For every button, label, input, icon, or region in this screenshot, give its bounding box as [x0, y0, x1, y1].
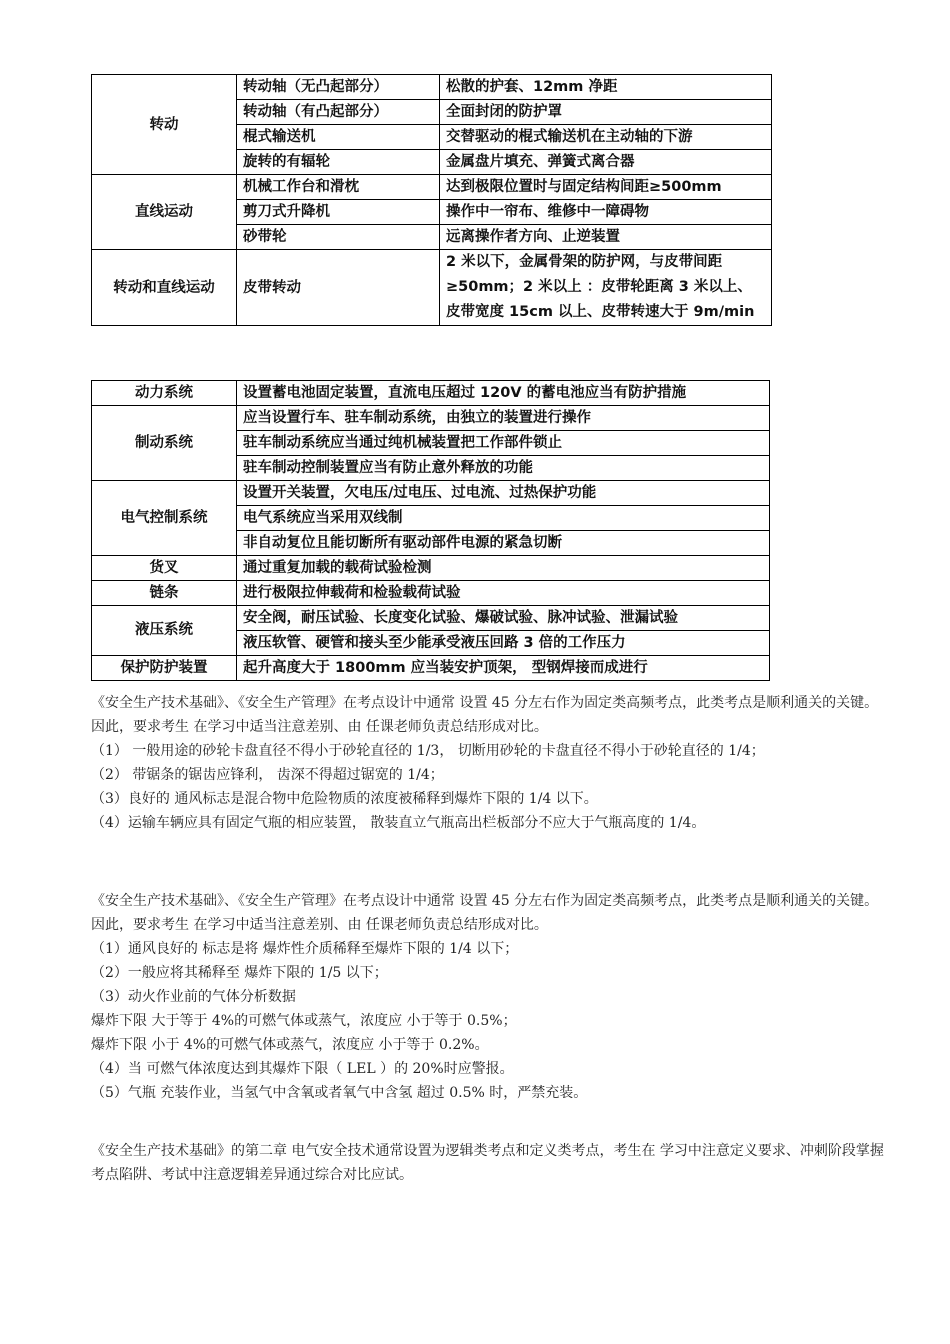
measure-cell: 2 米以下，金属骨架的防护网，与皮带间距≥50mm；2 米以上 ：皮带轮距离 3 米以上、皮带宽度 15cm 以上、皮带转速大于 9m/min — [440, 250, 772, 326]
table-row — [92, 581, 770, 606]
paragraph-line: （4）当 可燃气体浓度达到其爆炸下限（ LEL ）的 20%时应警报。 — [91, 1061, 514, 1077]
requirement-cell: 进行极限拉伸载荷和检验载荷试验 — [237, 581, 770, 606]
paragraph-line: （5）气瓶 充装作业，当氢气中含氧或者氧气中含氢 超过 0.5% 时，严禁充装。 — [91, 1085, 588, 1101]
measure-cell: 操作中一帘布、维修中一障碍物 — [440, 200, 772, 225]
paragraph-line: （2） 带锯条的锯齿应锋利， 齿深不得超过锯宽的 1/4； — [91, 767, 444, 783]
category-cell: 直线运动 — [92, 175, 237, 250]
item-cell: 棍式输送机 — [237, 125, 440, 150]
paragraph-block-2 — [91, 889, 886, 1105]
item-cell: 转动轴（无凸起部分） — [237, 75, 440, 100]
requirement-cell: 液压软管、硬管和接头至少能承受液压回路 3 倍的工作压力 — [237, 631, 770, 656]
category-cell: 货叉 — [92, 556, 237, 581]
category-cell: 链条 — [92, 581, 237, 606]
forklift-safety-table — [91, 380, 770, 681]
table-row — [92, 656, 770, 681]
paragraph-line: （1） 一般用途的砂轮卡盘直径不得小于砂轮直径的 1/3， 切断用砂轮的卡盘直径不得小于砂轮直径的 1/4； — [91, 743, 765, 759]
category-cell: 电气控制系统 — [92, 481, 237, 556]
category-cell: 转动和直线运动 — [92, 250, 237, 326]
item-cell: 转动轴（有凸起部分） — [237, 100, 440, 125]
item-cell: 机械工作台和滑枕 — [237, 175, 440, 200]
requirement-cell: 驻车制动系统应当通过纯机械装置把工作部件锁止 — [237, 431, 770, 456]
requirement-cell: 通过重复加载的载荷试验检测 — [237, 556, 770, 581]
requirement-cell: 安全阀，耐压试验、长度变化试验、爆破试验、脉冲试验、泄漏试验 — [237, 606, 770, 631]
item-cell: 皮带转动 — [237, 250, 440, 326]
measure-cell: 金属盘片填充、弹簧式离合器 — [440, 150, 772, 175]
measure-cell: 远离操作者方向、止逆装置 — [440, 225, 772, 250]
category-cell: 制动系统 — [92, 406, 237, 481]
category-cell: 转动 — [92, 75, 237, 175]
requirement-cell: 起升高度大于 1800mm 应当装安护顶架， 型钢焊接而成进行 — [237, 656, 770, 681]
paragraph-line: 《安全生产技术基础》、《安全生产管理》在考点设计中通常 设置 45 分左右作为固定类高频考点，此类考点是顺利通关的关键。因此，要求考生 在学习中适当注意差别、由 任课老师负责总结形成对比。 — [91, 893, 879, 933]
measure-cell: 全面封闭的防护罩 — [440, 100, 772, 125]
requirement-cell: 非自动复位且能切断所有驱动部件电源的紧急切断 — [237, 531, 770, 556]
requirement-cell: 电气系统应当采用双线制 — [237, 506, 770, 531]
table-row — [92, 75, 772, 100]
measure-cell: 达到极限位置时与固定结构间距≥500mm — [440, 175, 772, 200]
requirement-cell: 设置开关装置，欠电压/过电压、过电流、过热保护功能 — [237, 481, 770, 506]
measure-cell: 交替驱动的棍式输送机在主动轴的下游 — [440, 125, 772, 150]
paragraph-line: 爆炸下限 小于 4%的可燃气体或蒸气，浓度应 小于等于 0.2%。 — [91, 1037, 489, 1053]
paragraph-line: （3）良好的 通风标志是混合物中危险物质的浓度被稀释到爆炸下限的 1/4 以下。 — [91, 791, 598, 807]
category-cell: 液压系统 — [92, 606, 237, 656]
paragraph-line: （3）动火作业前的气体分析数据 — [91, 989, 296, 1005]
paragraph-block-3 — [91, 1139, 886, 1187]
paragraph-line: 爆炸下限 大于等于 4%的可燃气体或蒸气，浓度应 小于等于 0.5%； — [91, 1013, 517, 1029]
paragraph-block-1 — [91, 691, 886, 835]
requirement-cell: 设置蓄电池固定装置，直流电压超过 120V 的蓄电池应当有防护措施 — [237, 381, 770, 406]
table-row — [92, 606, 770, 631]
paragraph-line: 《安全生产技术基础》、《安全生产管理》在考点设计中通常 设置 45 分左右作为固定类高频考点，此类考点是顺利通关的关键。因此，要求考生 在学习中适当注意差别、由 任课老师负责总结形成对比。 — [91, 695, 879, 735]
category-cell: 保护防护装置 — [92, 656, 237, 681]
table-row — [92, 250, 772, 326]
category-cell: 动力系统 — [92, 381, 237, 406]
paragraph-line: （4）运输车辆应具有固定气瓶的相应装置， 散装直立气瓶高出栏板部分不应大于气瓶高度的 1/4。 — [91, 815, 706, 831]
table-row — [92, 381, 770, 406]
measure-cell: 松散的护套、12mm 净距 — [440, 75, 772, 100]
item-cell: 剪刀式升降机 — [237, 200, 440, 225]
table-row — [92, 556, 770, 581]
paragraph-line: 《安全生产技术基础》的第二章 电气安全技术通常设置为逻辑类考点和定义类考点，考生在 学习中注意定义要求、冲刺阶段掌握考点陷阱、考试中注意逻辑差异通过综合对比应试。 — [91, 1143, 884, 1183]
machine-guarding-table — [91, 74, 772, 326]
requirement-cell: 应当设置行车、驻车制动系统，由独立的装置进行操作 — [237, 406, 770, 431]
item-cell: 旋转的有辐轮 — [237, 150, 440, 175]
requirement-cell: 驻车制动控制装置应当有防止意外释放的功能 — [237, 456, 770, 481]
paragraph-line: （2）一般应将其稀释至 爆炸下限的 1/5 以下； — [91, 965, 388, 981]
table-row — [92, 406, 770, 431]
paragraph-line: （1）通风良好的 标志是将 爆炸性介质稀释至爆炸下限的 1/4 以下； — [91, 941, 519, 957]
table-row — [92, 481, 770, 506]
table-row — [92, 175, 772, 200]
item-cell: 砂带轮 — [237, 225, 440, 250]
